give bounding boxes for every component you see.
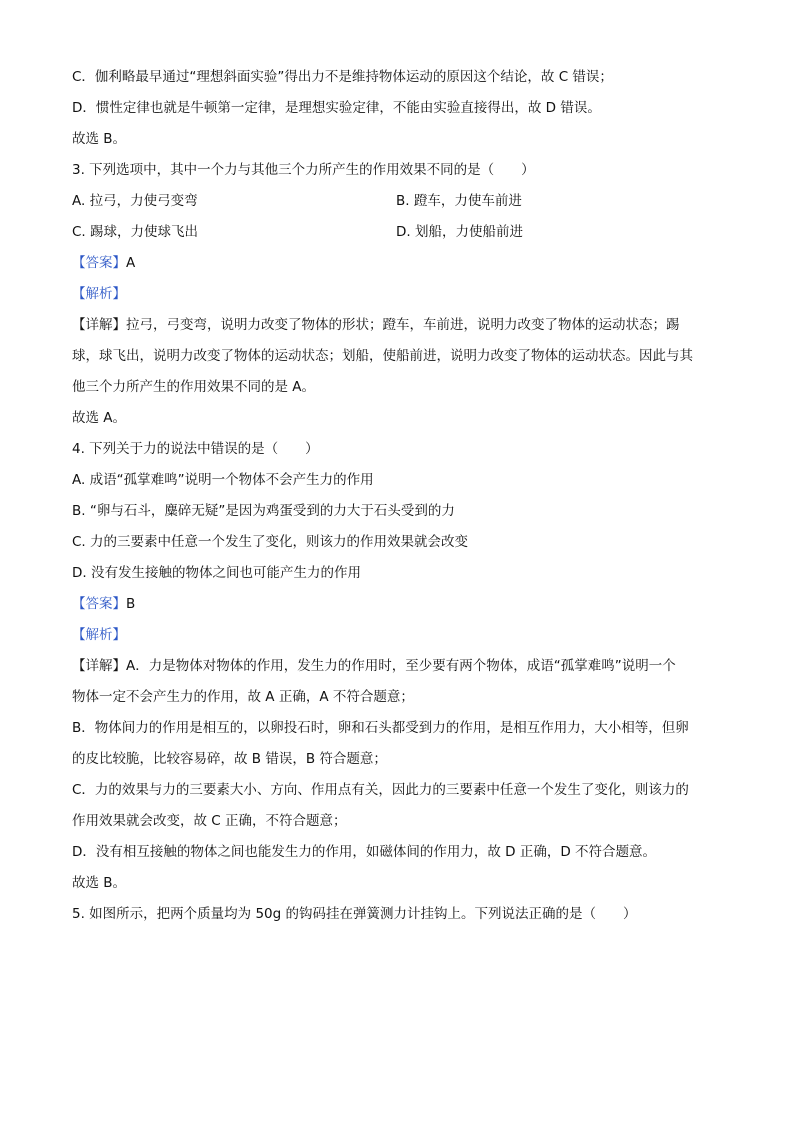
- q4-stem: 4. 下列关于力的说法中错误的是（ ）: [72, 441, 319, 457]
- q4-option-c: C. 力的三要素中任意一个发生了变化，则该力的作用效果就会改变: [72, 534, 469, 550]
- q3-detail-line-1: [72, 310, 734, 341]
- q4-detail-line-5: C．力的效果与力的三要素大小、方向、作用点有关，因此力的三要素中任意一个发生了变化，则该力的: [72, 782, 689, 798]
- q4-answer-value: B: [126, 596, 136, 612]
- q3-options-row-2: [72, 217, 734, 248]
- q4-detail-line-6: 作用效果就会改变，故 C 正确，不符合题意；: [72, 813, 347, 829]
- prev-conclusion: 故选 B。: [72, 131, 127, 147]
- q4-analysis: [72, 620, 734, 651]
- q3-option-c: C. 踢球，力使球飞出: [72, 224, 199, 240]
- q3-analysis-tag: 【解析】: [72, 286, 126, 302]
- q3-detail-line-3: 他三个力所产生的作用效果不同的是 A。: [72, 379, 316, 395]
- q3-stem: 3. 下列选项中，其中一个力与其他三个力所产生的作用效果不同的是（ ）: [72, 162, 535, 178]
- q4-answer: [72, 589, 734, 620]
- q4-answer-tag: 【答案】: [72, 596, 126, 612]
- prev-option-d-explanation: D．惯性定律也就是牛顿第一定律，是理想实验定律，不能由实验直接得出，故 D 错误。: [72, 100, 601, 116]
- q3-conclusion: 故选 A。: [72, 410, 127, 426]
- q3-detail-text-1: 拉弓，弓变弯，说明力改变了物体的形状；蹬车，车前进，说明力改变了物体的运动状态；踢: [126, 317, 680, 333]
- q3-answer-value: A: [126, 255, 136, 271]
- q4-detail-line-2: 物体一定不会产生力的作用，故 A 正确，A 不符合题意；: [72, 689, 414, 705]
- prev-option-c-explanation: C．伽利略最早通过“理想斜面实验”得出力不是维持物体运动的原因这个结论，故 C 错误；: [72, 69, 613, 85]
- q3-analysis: [72, 279, 734, 310]
- q4-option-d: D. 没有发生接触的物体之间也可能产生力的作用: [72, 565, 361, 581]
- q4-detail-text-1: A．力是物体对物体的作用，发生力的作用时，至少要有两个物体，成语“孤掌难鸣”说明一个: [126, 658, 676, 674]
- q4-detail-line-3: B．物体间力的作用是相互的，以卵投石时，卵和石头都受到力的作用，是相互作用力，大小相等，但卵: [72, 720, 689, 736]
- q4-option-b: B. “卵与石斗，麋碎无疑”是因为鸡蛋受到的力大于石头受到的力: [72, 503, 455, 519]
- q3-option-a: A. 拉弓，力使弓变弯: [72, 193, 198, 209]
- q4-detail-line-7: D．没有相互接触的物体之间也能发生力的作用，如磁体间的作用力，故 D 正确，D 不符合题意。: [72, 844, 657, 860]
- q3-option-b: B. 蹬车，力使车前进: [396, 193, 522, 209]
- q3-option-d: D. 划船，力使船前进: [396, 224, 523, 240]
- q3-answer-tag: 【答案】: [72, 255, 126, 271]
- q3-answer: [72, 248, 734, 279]
- q4-conclusion: 故选 B。: [72, 875, 127, 891]
- q3-detail-tag: 【详解】: [72, 317, 126, 333]
- q5-stem: 5. 如图所示，把两个质量均为 50g 的钩码挂在弹簧测力计挂钩上。下列说法正确的是（ ）: [72, 906, 637, 922]
- q4-option-a: A. 成语“孤掌难鸣”说明一个物体不会产生力的作用: [72, 472, 374, 488]
- q4-detail-tag: 【详解】: [72, 658, 126, 674]
- q4-detail-line-1: [72, 651, 734, 682]
- q4-detail-line-4: 的皮比较脆，比较容易碎，故 B 错误，B 符合题意；: [72, 751, 387, 767]
- q3-detail-line-2: 球，球飞出，说明力改变了物体的运动状态；划船，使船前进，说明力改变了物体的运动状态。因此与其: [72, 348, 693, 364]
- q4-analysis-tag: 【解析】: [72, 627, 126, 643]
- q3-options-row-1: [72, 186, 734, 217]
